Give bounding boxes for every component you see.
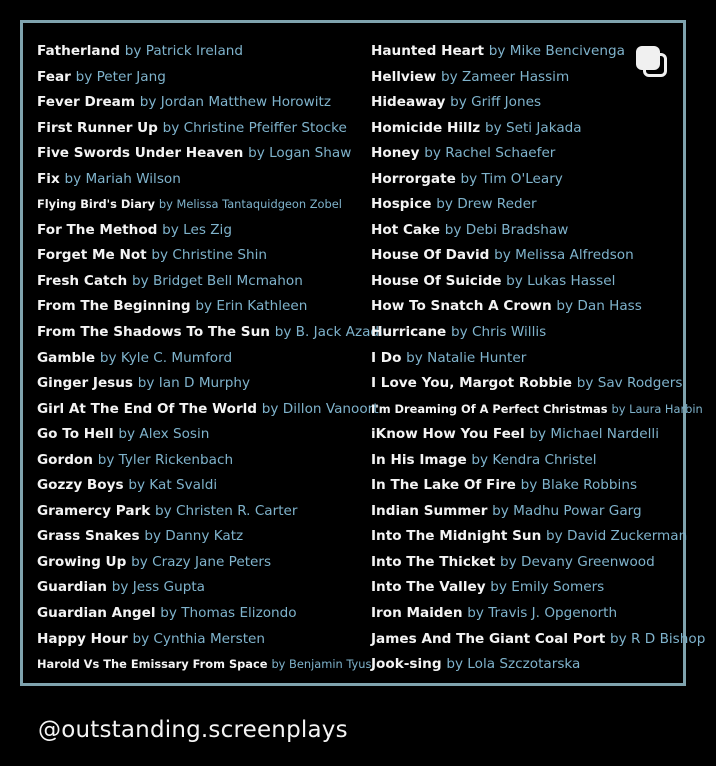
screenplay-author: by Alex Sosin	[118, 426, 210, 443]
screenplay-title: Into The Thicket	[371, 553, 496, 570]
screenplay-author: by Erin Kathleen	[195, 298, 308, 315]
screenplay-title: For The Method	[37, 221, 158, 238]
list-item	[371, 269, 687, 295]
screenplay-author: by Laura Harbin	[611, 401, 703, 416]
screenplay-author: by Melissa Tantaquidgeon Zobel	[158, 197, 342, 212]
screenplay-title: Guardian Angel	[37, 605, 156, 622]
screenplay-author: by Lukas Hassel	[506, 272, 616, 289]
copy-icon-front	[636, 46, 660, 70]
screenplay-title: First Runner Up	[37, 119, 158, 136]
screenplay-author: by Benjamin Tyus	[271, 657, 372, 672]
list-item	[371, 422, 687, 448]
list-item	[371, 192, 687, 218]
screenplay-author: by Kat Svaldi	[128, 477, 218, 494]
list-item	[37, 90, 377, 116]
screenplay-author: by Natalie Hunter	[406, 349, 527, 366]
list-item	[371, 524, 687, 550]
screenplay-author: by Christine Shin	[151, 247, 267, 264]
screenplay-author: by Devany Greenwood	[500, 553, 655, 570]
screenplay-title: Hot Cake	[371, 221, 440, 238]
screenplay-title: Fear	[37, 68, 71, 85]
left-column	[37, 39, 383, 678]
screenplay-title: Fatherland	[37, 43, 121, 59]
screenplay-author: by Christen R. Carter	[155, 502, 298, 519]
screenplay-author: by Michael Nardelli	[529, 426, 659, 443]
screenplay-title: Gamble	[37, 349, 96, 366]
screenplay-title: I Love You, Margot Robbie	[371, 375, 572, 392]
list-item	[37, 601, 377, 627]
screenplay-author: by Jess Gupta	[111, 579, 205, 596]
list-item	[371, 346, 687, 372]
screenplay-title: Forget Me Not	[37, 247, 147, 264]
list-item	[37, 320, 383, 346]
screenplay-author: by Melissa Alfredson	[494, 247, 634, 264]
list-item	[37, 116, 377, 142]
screenplay-author: by Thomas Elizondo	[160, 605, 297, 622]
screenplay-title: I Do	[371, 349, 402, 366]
screenplay-title: Hospice	[371, 196, 432, 213]
list-item	[37, 397, 377, 423]
screenplay-title: Flying Bird's Diary	[37, 197, 155, 212]
screenplay-title: Gozzy Boys	[37, 477, 124, 494]
screenplay-author: by Danny Katz	[144, 528, 244, 545]
list-item	[371, 167, 687, 193]
screenplay-author: by Lola Szczotarska	[446, 656, 581, 673]
list-item	[371, 499, 687, 525]
list-item	[37, 218, 377, 244]
screenplay-title: Hideaway	[371, 94, 446, 111]
list-item	[371, 116, 687, 142]
screenplay-title: Hurricane	[371, 324, 447, 341]
list-item	[37, 371, 377, 397]
list-item	[37, 141, 377, 167]
list-item	[371, 397, 703, 423]
screenplay-author: by B. Jack Azadi	[274, 324, 383, 341]
right-column	[371, 39, 706, 678]
list-item	[371, 90, 687, 116]
screenplay-title: Haunted Heart	[371, 43, 485, 59]
list-item	[37, 294, 377, 320]
list-item	[371, 218, 687, 244]
screenplay-title: Go To Hell	[37, 426, 114, 443]
screenplay-title: Fever Dream	[37, 94, 136, 111]
screenplay-author: by Kyle C. Mumford	[99, 349, 233, 366]
list-item	[371, 243, 687, 269]
screenplay-title: How To Snatch A Crown	[371, 298, 552, 315]
list-item	[37, 192, 377, 218]
screenplay-title: James And The Giant Coal Port	[371, 630, 606, 647]
list-item	[37, 499, 377, 525]
screenplay-title: Into The Midnight Sun	[371, 528, 542, 545]
screenplay-author: by Patrick Ireland	[124, 43, 244, 59]
screenplay-title: Guardian	[37, 579, 107, 596]
screenplay-author: by David Zuckerman	[545, 528, 688, 545]
screenplay-author: by Travis J. Opgenorth	[467, 605, 618, 622]
screenplay-author: by Chris Willis	[451, 324, 547, 341]
screenplay-title: Ginger Jesus	[37, 375, 134, 392]
screenplay-title: Gordon	[37, 451, 93, 468]
screenplay-author: by Emily Somers	[490, 579, 605, 596]
list-item	[371, 550, 687, 576]
list-item	[37, 269, 377, 295]
screenplay-author: by Tim O'Leary	[460, 170, 563, 187]
screenplay-title: Harold Vs The Emissary From Space	[37, 657, 268, 672]
list-item	[37, 448, 377, 474]
screenplay-author: by Jordan Matthew Horowitz	[139, 94, 331, 111]
list-item	[37, 422, 377, 448]
screenplay-title: Grass Snakes	[37, 528, 140, 545]
screenplay-title: I'm Dreaming Of A Perfect Christmas	[371, 401, 608, 416]
screenplay-title: Jook-sing	[371, 656, 442, 673]
list-item	[37, 575, 377, 601]
screenplay-title: Gramercy Park	[37, 502, 151, 519]
screenplay-author: by Peter Jang	[75, 68, 166, 85]
list-item	[371, 473, 687, 499]
list-item	[371, 294, 687, 320]
list-item	[37, 550, 377, 576]
screenplay-author: by Mariah Wilson	[64, 170, 181, 187]
screenplay-author: by Mike Bencivenga	[488, 43, 625, 59]
screenplay-author: by Rachel Schaefer	[424, 145, 556, 162]
screenplay-author: by Griff Jones	[450, 94, 542, 111]
list-item	[37, 243, 377, 269]
screenplay-list-card	[20, 20, 706, 686]
screenplay-title: Fresh Catch	[37, 272, 128, 289]
screenplay-title: In His Image	[371, 451, 467, 468]
screenplay-author: by Cynthia Mersten	[132, 630, 266, 647]
screenplay-title: Horrorgate	[371, 170, 456, 187]
screenplay-author: by Bridget Bell Mcmahon	[131, 272, 303, 289]
screenplay-title: In The Lake Of Fire	[371, 477, 516, 494]
screenplay-author: by Kendra Christel	[471, 451, 597, 468]
screenplay-author: by Tyler Rickenbach	[97, 451, 234, 468]
list-item	[37, 473, 377, 499]
screenplay-author: by Drew Reder	[436, 196, 537, 213]
list-item	[371, 141, 687, 167]
list-item	[371, 601, 687, 627]
screenplay-author: by Logan Shaw	[248, 145, 352, 162]
list-item	[371, 627, 706, 653]
screenplay-author: by Zameer Hassim	[440, 68, 570, 85]
list-item	[371, 371, 687, 397]
screenplay-title: Growing Up	[37, 553, 127, 570]
screenplay-title: Happy Hour	[37, 630, 128, 647]
screenplay-title: From The Beginning	[37, 298, 191, 315]
list-item	[371, 652, 687, 678]
screenplay-title: House Of Suicide	[371, 272, 502, 289]
screenplay-title: Five Swords Under Heaven	[37, 145, 244, 162]
screenplay-author: by Seti Jakada	[484, 119, 582, 136]
screenplay-author: by Debi Bradshaw	[444, 221, 569, 238]
screenplay-title: Into The Valley	[371, 579, 486, 596]
screenplay-author: by Crazy Jane Peters	[131, 553, 272, 570]
list-item	[37, 346, 377, 372]
screenplay-title: From The Shadows To The Sun	[37, 324, 270, 341]
screenplay-title: Hellview	[371, 68, 437, 85]
list-item	[371, 320, 687, 346]
list-item	[37, 627, 377, 653]
screenplay-title: Fix	[37, 170, 60, 187]
list-item	[37, 167, 377, 193]
screenplay-author: by Les Zig	[162, 221, 232, 238]
list-item	[371, 575, 687, 601]
screenplay-author: by Dan Hass	[556, 298, 642, 315]
screenplay-title: Girl At The End Of The World	[37, 400, 258, 417]
screenplay-author: by Sav Rodgers	[576, 375, 683, 392]
screenplay-title: Indian Summer	[371, 502, 488, 519]
screenplay-title: Iron Maiden	[371, 605, 463, 622]
list-item	[37, 524, 377, 550]
screenplay-author: by Madhu Powar Garg	[492, 502, 642, 519]
screenplay-author: by Ian D Murphy	[137, 375, 251, 392]
screenplay-author: by R D Bishop	[610, 630, 706, 647]
account-handle[interactable]: @outstanding.screenplays	[38, 717, 348, 743]
screenplay-title: Homicide Hillz	[371, 119, 481, 136]
copy-icon[interactable]	[636, 46, 670, 80]
list-item	[371, 448, 687, 474]
screenplay-title: House Of David	[371, 247, 490, 264]
screenplay-title: iKnow How You Feel	[371, 426, 525, 443]
list-item	[37, 652, 377, 678]
screenplay-author: by Dillon Vanoort	[261, 400, 379, 417]
screenplay-author: by Christine Pfeiffer Stocke	[162, 119, 347, 136]
screenplay-author: by Blake Robbins	[520, 477, 638, 494]
list-item	[37, 39, 377, 65]
screenplay-title: Honey	[371, 145, 420, 162]
list-item	[37, 65, 377, 91]
